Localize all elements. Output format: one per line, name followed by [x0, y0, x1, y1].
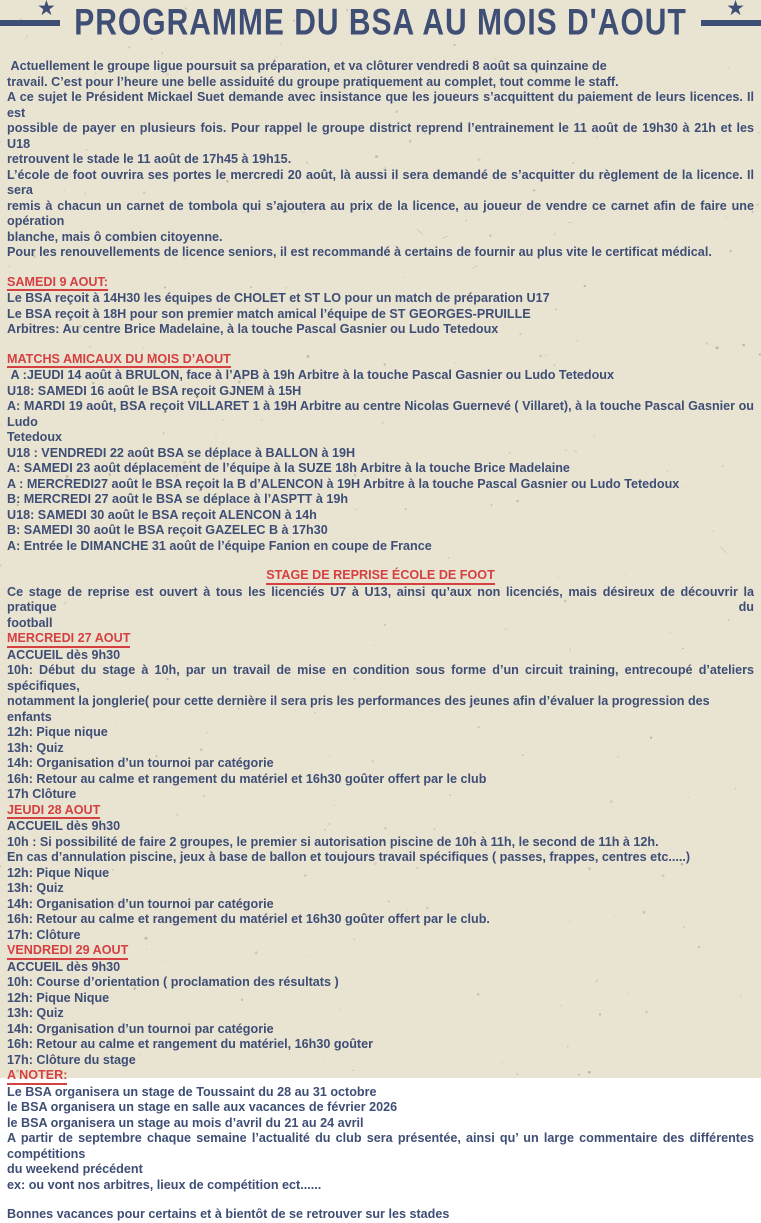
text-line: A : MERCREDI27 août le BSA reçoit la B d’ALENCON à 19H Arbitre à la touche Pascal Gasnier ou Ludo Tetedoux — [7, 477, 754, 493]
text-line: 16h: Retour au calme et rangement du matériel, 16h30 goûter — [7, 1037, 754, 1053]
text-line: 16h: Retour au calme et rangement du matériel et 16h30 goûter offert par le club. — [7, 912, 754, 928]
text-line: 12h: Pique Nique — [7, 991, 754, 1007]
text-line: U18: SAMEDI 30 août le BSA reçoit ALENCON à 14h — [7, 508, 754, 524]
text-line: possible de payer en plusieurs fois. Pour rappel le groupe district reprend l’entrainement le 11 août de 19h30 à 21h et les U18 — [7, 121, 754, 152]
blank-line — [7, 338, 754, 352]
text-line: 10h: Course d’orientation ( proclamation des résultats ) — [7, 975, 754, 991]
document-body — [0, 59, 761, 1223]
text-line: 13h: Quiz — [7, 881, 754, 897]
text-line: 10h : Si possibilité de faire 2 groupes, le premier si autorisation piscine de 10h à 11h, le second de 11h à 12h. — [7, 835, 754, 851]
text-line: B: MERCREDI 27 août le BSA se déplace à l’ASPTT à 19h — [7, 492, 754, 508]
text-line: le BSA organisera un stage au mois d’avril du 21 au 24 avril — [7, 1116, 754, 1132]
section-heading: JEUDI 28 AOUT — [7, 804, 100, 820]
text-line: football — [7, 616, 754, 632]
header — [0, 0, 761, 46]
blank-line — [7, 554, 754, 568]
text-line: A: SAMEDI 23 août déplacement de l’équipe à la SUZE 18h Arbitre à la touche Brice Madelaine — [7, 461, 754, 477]
section-heading: A NOTER: — [7, 1069, 67, 1085]
section-heading-row — [7, 352, 754, 369]
text-line: retrouvent le stade le 11 août de 17h45 à 19h15. — [7, 152, 754, 168]
text-line: A :JEUDI 14 août à BRULON, face à l’APB à 19h Arbitre à la touche Pascal Gasnier ou Ludo Tetedoux — [7, 368, 754, 384]
star-icon: ★ — [726, 0, 745, 19]
text-line: A: Entrée le DIMANCHE 31 août de l’équipe Fanion en coupe de France — [7, 539, 754, 555]
blank-line — [7, 261, 754, 275]
text-line: A ce sujet le Président Mickael Suet demande avec insistance que les joueurs s’acquittent du paiement de leurs licences. Il est — [7, 90, 754, 121]
section-heading-row — [7, 275, 754, 292]
section-heading: VENDREDI 29 AOUT — [7, 944, 128, 960]
text-line: Actuellement le groupe ligue poursuit sa préparation, et va clôturer vendredi 8 août sa quinzaine de — [7, 59, 754, 75]
text-line: 12h: Pique nique — [7, 725, 754, 741]
text-line: 14h: Organisation d’un tournoi par catégorie — [7, 1022, 754, 1038]
section-heading: MATCHS AMICAUX DU MOIS D’AOUT — [7, 353, 231, 369]
text-line: B: SAMEDI 30 août le BSA reçoit GAZELEC B à 17h30 — [7, 523, 754, 539]
text-line: L’école de foot ouvrira ses portes le mercredi 20 août, là aussi il sera demandé de s’acquitter du règlement de la licence. Il sera — [7, 168, 754, 199]
text-line: 13h: Quiz — [7, 741, 754, 757]
header-rule-left — [0, 20, 60, 26]
text-line: En cas d’annulation piscine, jeux à base de ballon et toujours travail spécifiques ( passes, frappes, centres etc.....) — [7, 850, 754, 866]
text-line: U18 : VENDREDI 22 août BSA se déplace à BALLON à 19H — [7, 446, 754, 462]
text-line: Bonnes vacances pour certains et à bientôt de se retrouver sur les stades — [7, 1207, 754, 1223]
section-heading-row — [7, 631, 754, 648]
text-line: travail. C’est pour l’heure une belle assiduité du groupe pratiquement au complet, tout comme le staff. — [7, 75, 754, 91]
text-line: 14h: Organisation d’un tournoi par catégorie — [7, 897, 754, 913]
text-line: 13h: Quiz — [7, 1006, 754, 1022]
section-heading-row — [7, 1068, 754, 1085]
text-line: le BSA organisera un stage en salle aux vacances de février 2026 — [7, 1100, 754, 1116]
text-line: U18: SAMEDI 16 août le BSA reçoit GJNEM à 15H — [7, 384, 754, 400]
text-line: 17h Clôture — [7, 787, 754, 803]
text-line: 14h: Organisation d’un tournoi par catégorie — [7, 756, 754, 772]
section-heading-row — [7, 568, 754, 585]
section-heading-row — [7, 803, 754, 820]
text-line: ACCUEIL dès 9h30 — [7, 648, 754, 664]
section-heading: SAMEDI 9 AOUT: — [7, 276, 108, 292]
page-title: PROGRAMME DU BSA AU MOIS D'AOUT — [74, 2, 687, 45]
text-line: du weekend précédent — [7, 1162, 754, 1178]
text-line: notamment la jonglerie( pour cette dernière il sera pris les performances des jeunes afin d’évaluer la progression des enfants — [7, 694, 754, 725]
star-icon: ★ — [37, 0, 56, 19]
text-line: Arbitres: Au centre Brice Madelaine, à la touche Pascal Gasnier ou Ludo Tetedoux — [7, 322, 754, 338]
section-heading: STAGE DE REPRISE ÉCOLE DE FOOT — [266, 569, 495, 585]
text-line: 10h: Début du stage à 10h, par un travail de mise en condition sous forme d’un circuit training, entrecoupé d’ateliers spécifiques, — [7, 663, 754, 694]
text-line: 17h: Clôture — [7, 928, 754, 944]
text-line: A: MARDI 19 août, BSA reçoit VILLARET 1 à 19H Arbitre au centre Nicolas Guernevé ( Villaret), à la touche Pascal Gasnier ou Ludo — [7, 399, 754, 430]
text-line: 17h: Clôture du stage — [7, 1053, 754, 1069]
header-rule-right — [701, 20, 761, 26]
text-line: Le BSA organisera un stage de Toussaint du 28 au 31 octobre — [7, 1085, 754, 1101]
text-line: ACCUEIL dès 9h30 — [7, 960, 754, 976]
text-line: Ce stage de reprise est ouvert à tous les licenciés U7 à U13, ainsi qu’aux non licenciés, mais désireux de découvrir la pratique du — [7, 585, 754, 616]
text-line: ex: ou vont nos arbitres, lieux de compétition ect...... — [7, 1178, 754, 1194]
text-line: Le BSA reçoit à 14H30 les équipes de CHOLET et ST LO pour un match de préparation U17 — [7, 291, 754, 307]
text-line: 16h: Retour au calme et rangement du matériel et 16h30 goûter offert par le club — [7, 772, 754, 788]
text-line: blanche, mais ô combien citoyenne. — [7, 230, 754, 246]
text-line: Tetedoux — [7, 430, 754, 446]
text-line: A partir de septembre chaque semaine l’actualité du club sera présentée, ainsi qu’ un large commentaire des différentes compétitions — [7, 1131, 754, 1162]
text-line: Le BSA reçoit à 18H pour son premier match amical l’équipe de ST GEORGES-PRUILLE — [7, 307, 754, 323]
text-line: Pour les renouvellements de licence seniors, il est recommandé à certains de fournir au plus vite le certificat médical. — [7, 245, 754, 261]
text-line: 12h: Pique Nique — [7, 866, 754, 882]
section-heading: MERCREDI 27 AOUT — [7, 632, 130, 648]
section-heading-row — [7, 943, 754, 960]
blank-line — [7, 1193, 754, 1207]
text-line: ACCUEIL dès 9h30 — [7, 819, 754, 835]
text-line: remis à chacun un carnet de tombola qui s’ajoutera au prix de la licence, au joueur de vendre ce carnet afin de faire une opération — [7, 199, 754, 230]
